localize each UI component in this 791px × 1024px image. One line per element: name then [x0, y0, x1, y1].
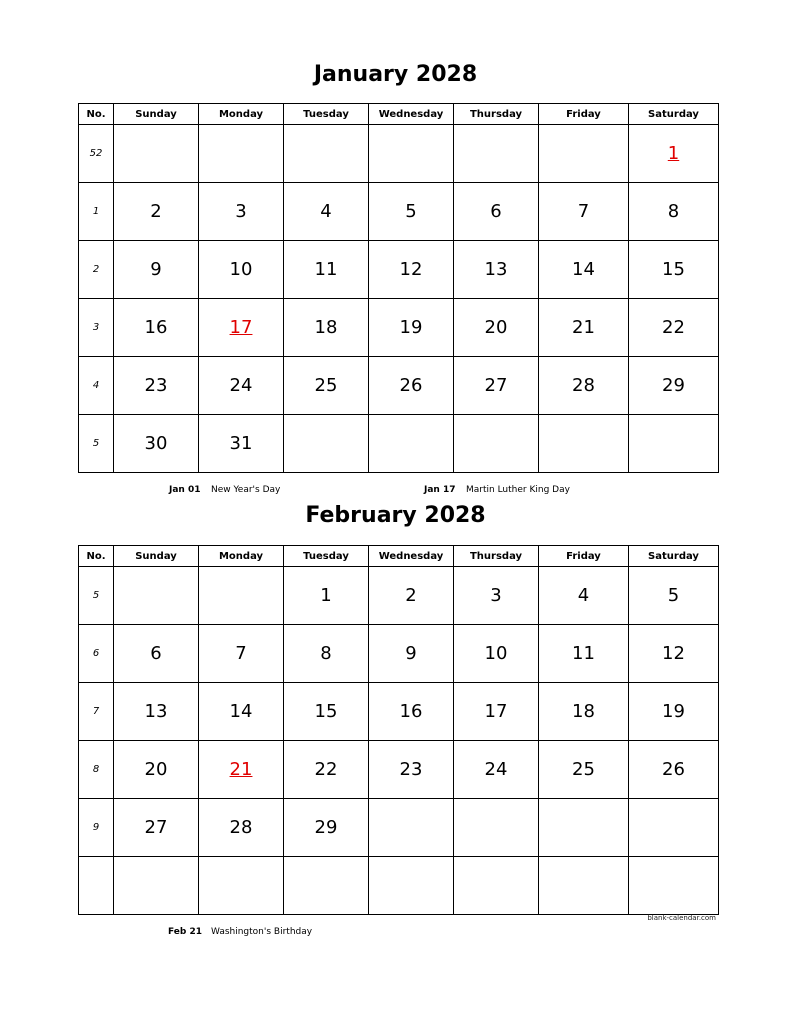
day-number: 12 [662, 643, 685, 664]
day-cell [284, 625, 369, 683]
header-row [79, 546, 719, 567]
day-number: 30 [144, 433, 168, 454]
day-cell [539, 299, 629, 357]
day-cell [539, 357, 629, 415]
column-header-thursday: Thursday [454, 546, 539, 567]
day-number: 28 [229, 817, 253, 838]
day-cell [629, 625, 719, 683]
column-header-wednesday: Wednesday [369, 104, 454, 125]
day-cell [114, 357, 199, 415]
day-number: 11 [572, 643, 595, 664]
day-number: 9 [150, 259, 162, 280]
day-number: 14 [229, 701, 253, 722]
day-cell [629, 415, 719, 473]
day-cell [284, 857, 369, 915]
day-cell [114, 241, 199, 299]
day-number: 10 [484, 643, 508, 664]
day-number: 27 [144, 817, 168, 838]
day-cell [539, 741, 629, 799]
day-cell [369, 683, 454, 741]
holiday-date: Jan 17 [424, 485, 456, 495]
day-cell [369, 741, 454, 799]
day-cell [454, 299, 539, 357]
day-number: 26 [399, 375, 423, 396]
day-cell [369, 183, 454, 241]
day-cell [199, 415, 284, 473]
february-holidays [0, 927, 791, 941]
day-cell [454, 741, 539, 799]
day-number: 29 [314, 817, 338, 838]
day-number: 15 [314, 701, 338, 722]
day-cell [284, 357, 369, 415]
day-cell [454, 357, 539, 415]
day-number: 11 [314, 259, 338, 280]
day-cell [199, 741, 284, 799]
day-number: 18 [572, 701, 595, 722]
column-header-sunday: Sunday [114, 546, 199, 567]
day-cell [454, 799, 539, 857]
february-title: February 2028 [305, 503, 486, 528]
day-number: 24 [229, 375, 253, 396]
day-cell [369, 857, 454, 915]
column-header-wednesday: Wednesday [369, 546, 454, 567]
day-cell [284, 415, 369, 473]
column-header-no: No. [79, 546, 114, 567]
holiday-date: Feb 21 [168, 927, 202, 937]
day-cell [114, 125, 199, 183]
day-cell [539, 415, 629, 473]
day-cell [629, 567, 719, 625]
day-number: 12 [399, 259, 423, 280]
day-number: 23 [399, 759, 423, 780]
day-number: 16 [399, 701, 423, 722]
site-credit: blank-calendar.com [647, 914, 716, 922]
day-number: 25 [314, 375, 338, 396]
day-number: 1 [320, 585, 332, 606]
week-number: 5 [79, 415, 114, 473]
day-cell [114, 415, 199, 473]
day-number: 26 [662, 759, 685, 780]
week-row [79, 357, 719, 415]
day-number: 17 [229, 317, 253, 338]
day-number: 3 [490, 585, 502, 606]
week-number: 1 [79, 183, 114, 241]
day-cell [629, 125, 719, 183]
day-number: 19 [399, 317, 423, 338]
week-row [79, 125, 719, 183]
day-number: 2 [150, 201, 162, 222]
day-cell [114, 299, 199, 357]
day-cell [539, 625, 629, 683]
day-cell [454, 241, 539, 299]
day-number: 7 [235, 643, 247, 664]
column-header-monday: Monday [199, 546, 284, 567]
day-cell [369, 625, 454, 683]
holiday-name: New Year's Day [211, 485, 281, 495]
week-row [79, 241, 719, 299]
day-cell [454, 415, 539, 473]
header-row [79, 104, 719, 125]
week-number: 3 [79, 299, 114, 357]
day-cell [454, 183, 539, 241]
day-cell [539, 683, 629, 741]
week-number: 9 [79, 799, 114, 857]
day-number: 7 [577, 201, 590, 222]
day-number: 4 [577, 585, 590, 606]
week-number: 52 [79, 125, 114, 183]
day-cell [454, 625, 539, 683]
day-number: 9 [405, 643, 417, 664]
day-cell [629, 241, 719, 299]
day-cell [539, 799, 629, 857]
day-number: 1 [667, 143, 680, 164]
day-number: 5 [405, 201, 417, 222]
day-cell [199, 125, 284, 183]
week-row [79, 683, 719, 741]
holiday-name: Washington's Birthday [211, 927, 313, 937]
day-number: 3 [235, 201, 247, 222]
day-cell [114, 183, 199, 241]
day-number: 24 [484, 759, 508, 780]
column-header-saturday: Saturday [629, 104, 719, 125]
week-number [79, 857, 114, 915]
day-cell [114, 857, 199, 915]
day-number: 22 [314, 759, 338, 780]
day-cell [199, 567, 284, 625]
day-cell [629, 683, 719, 741]
day-number: 29 [662, 375, 685, 396]
day-cell [114, 567, 199, 625]
day-cell [114, 683, 199, 741]
day-number: 25 [572, 759, 595, 780]
day-number: 19 [662, 701, 685, 722]
february-calendar-table [78, 545, 719, 915]
day-cell [369, 415, 454, 473]
week-number: 8 [79, 741, 114, 799]
day-number: 27 [484, 375, 508, 396]
day-cell [284, 125, 369, 183]
day-number: 2 [405, 585, 417, 606]
day-cell [199, 241, 284, 299]
day-cell [629, 799, 719, 857]
day-cell [199, 683, 284, 741]
week-number: 7 [79, 683, 114, 741]
column-header-thursday: Thursday [454, 104, 539, 125]
week-row [79, 299, 719, 357]
january-holidays [0, 485, 791, 499]
week-row [79, 857, 719, 915]
week-row [79, 625, 719, 683]
day-cell [284, 741, 369, 799]
week-row [79, 415, 719, 473]
day-cell [539, 857, 629, 915]
column-header-tuesday: Tuesday [284, 104, 369, 125]
day-number: 18 [314, 317, 338, 338]
column-header-no: No. [79, 104, 114, 125]
day-cell [284, 567, 369, 625]
day-number: 6 [150, 643, 162, 664]
day-cell [199, 799, 284, 857]
day-number: 14 [572, 259, 595, 280]
day-cell [369, 357, 454, 415]
day-cell [629, 183, 719, 241]
day-cell [539, 183, 629, 241]
day-cell [114, 741, 199, 799]
day-cell [369, 567, 454, 625]
day-number: 13 [484, 259, 508, 280]
day-number: 31 [229, 433, 253, 454]
day-number: 16 [144, 317, 168, 338]
column-header-tuesday: Tuesday [284, 546, 369, 567]
day-number: 13 [144, 701, 168, 722]
day-cell [199, 299, 284, 357]
holiday-date: Jan 01 [169, 485, 201, 495]
day-cell [199, 357, 284, 415]
day-cell [284, 683, 369, 741]
week-row [79, 799, 719, 857]
holiday-name: Martin Luther King Day [466, 485, 570, 495]
day-number: 20 [144, 759, 168, 780]
day-cell [369, 299, 454, 357]
week-number: 6 [79, 625, 114, 683]
day-number: 15 [662, 259, 685, 280]
day-cell [629, 299, 719, 357]
day-cell [539, 567, 629, 625]
column-header-sunday: Sunday [114, 104, 199, 125]
column-header-friday: Friday [539, 546, 629, 567]
day-number: 6 [490, 201, 502, 222]
day-cell [369, 125, 454, 183]
day-cell [454, 125, 539, 183]
day-number: 21 [229, 759, 253, 780]
week-row [79, 567, 719, 625]
day-cell [114, 625, 199, 683]
day-number: 23 [144, 375, 168, 396]
day-cell [629, 857, 719, 915]
day-number: 4 [320, 201, 332, 222]
day-cell [539, 125, 629, 183]
column-header-friday: Friday [539, 104, 629, 125]
day-number: 8 [667, 201, 680, 222]
day-cell [629, 357, 719, 415]
day-cell [284, 299, 369, 357]
column-header-saturday: Saturday [629, 546, 719, 567]
day-cell [284, 799, 369, 857]
day-number: 21 [572, 317, 595, 338]
day-cell [369, 799, 454, 857]
day-cell [629, 741, 719, 799]
day-number: 20 [484, 317, 508, 338]
week-number: 4 [79, 357, 114, 415]
day-cell [454, 683, 539, 741]
day-cell [199, 183, 284, 241]
day-number: 22 [662, 317, 685, 338]
day-cell [199, 625, 284, 683]
january-calendar-table [78, 103, 719, 473]
week-row [79, 183, 719, 241]
day-cell [199, 857, 284, 915]
day-number: 10 [229, 259, 253, 280]
day-number: 28 [572, 375, 595, 396]
day-number: 17 [484, 701, 508, 722]
day-cell [539, 241, 629, 299]
day-number: 8 [320, 643, 332, 664]
day-number: 5 [667, 585, 680, 606]
week-number: 2 [79, 241, 114, 299]
day-cell [454, 857, 539, 915]
day-cell [454, 567, 539, 625]
day-cell [284, 183, 369, 241]
day-cell [369, 241, 454, 299]
column-header-monday: Monday [199, 104, 284, 125]
week-number: 5 [79, 567, 114, 625]
day-cell [284, 241, 369, 299]
january-title: January 2028 [313, 62, 478, 87]
day-cell [114, 799, 199, 857]
week-row [79, 741, 719, 799]
